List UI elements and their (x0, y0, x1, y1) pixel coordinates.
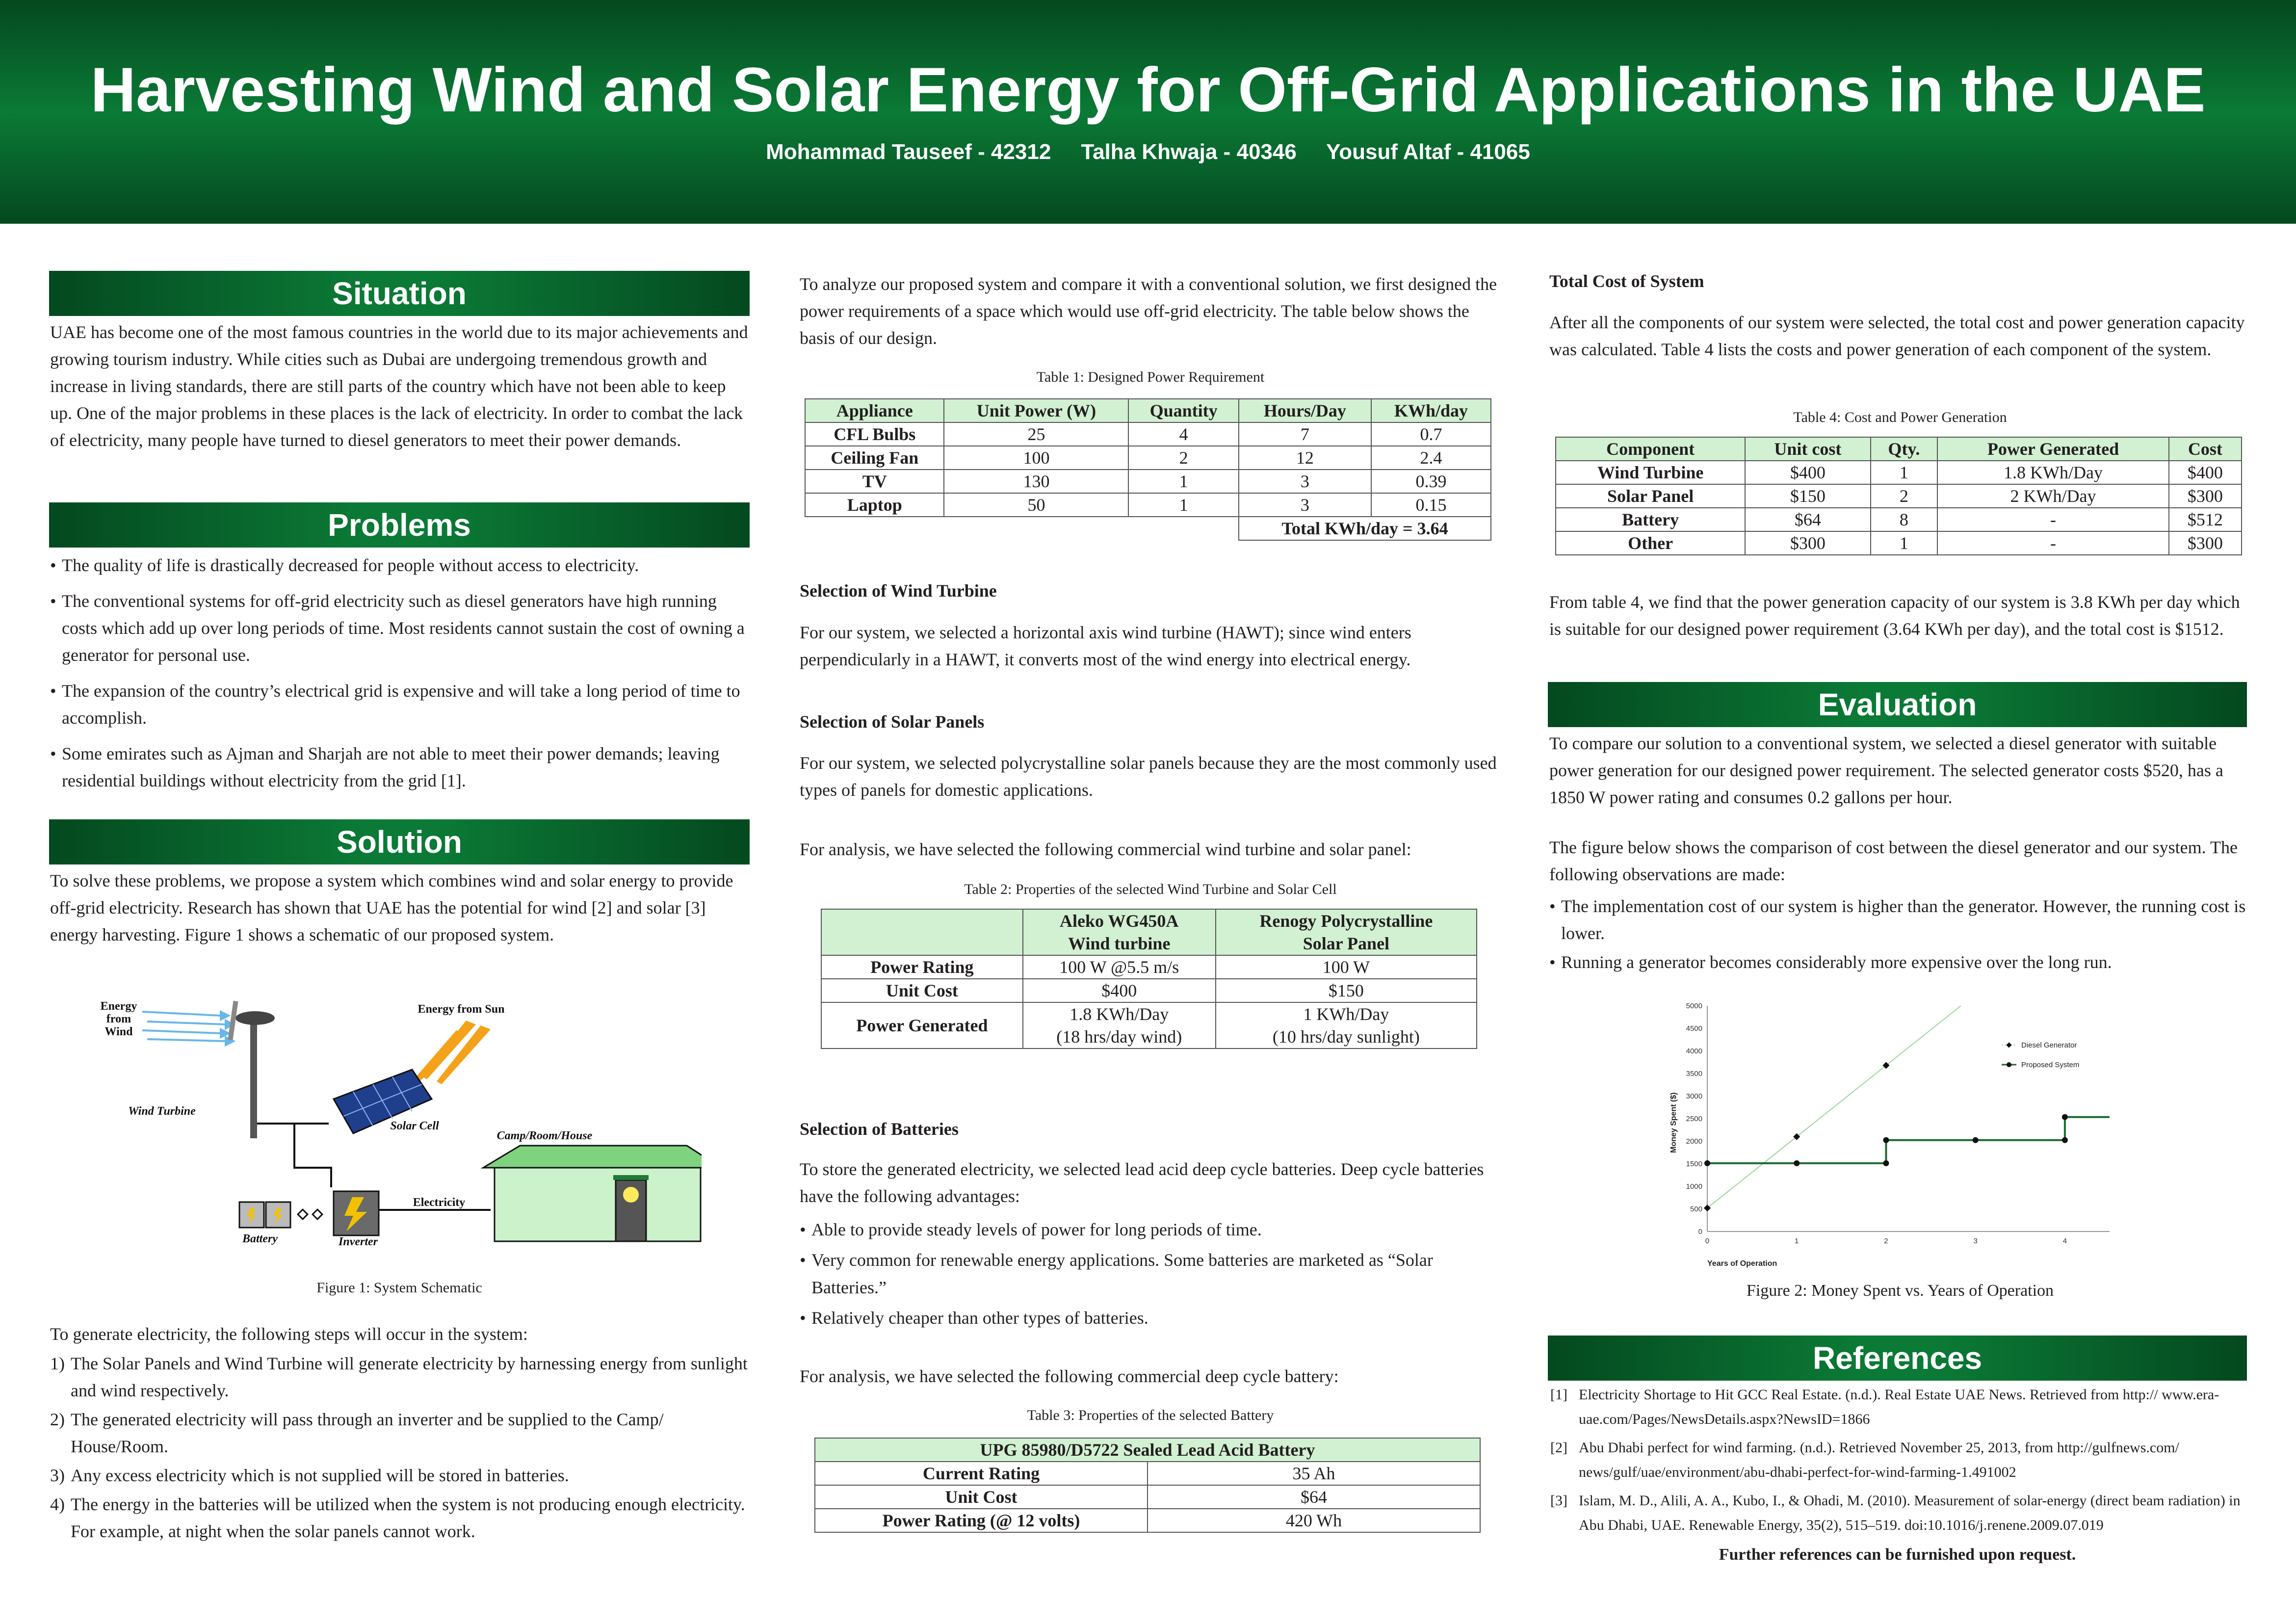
chart-axes (1686, 1002, 2110, 1245)
wind-arrows-icon (142, 1012, 234, 1045)
table-row: Power Rating 100 W @5.5 m/s 100 W (821, 955, 1477, 979)
table2-properties (821, 909, 1477, 1049)
table2-header: Renogy Polycrystalline Solar Panel (1216, 909, 1477, 955)
references-heading: References (1548, 1336, 2247, 1381)
table-row: Wind Turbine $400 1 1.8 KWh/Day $400 (1556, 461, 2242, 484)
problems-item: • The expansion of the country’s electrical grid is expensive and will take a long period of time to accomplish. (50, 678, 752, 732)
wind-heading: Selection of Wind Turbine (800, 581, 997, 601)
proposed-point (2062, 1137, 2068, 1143)
evaluation-text2: The figure below shows the comparison of cost between the diesel generator and our system. The following observations are made: (1549, 838, 2238, 884)
total-cost-text: After all the components of our system were selected, the total cost and power generation capacity was calculated. Table 4 lists the costs and power generation of each component of the system. (1549, 313, 2245, 359)
table1-header: KWh/day (1371, 399, 1491, 422)
y-tick-label: 2000 (1686, 1137, 1702, 1146)
poster-title: Harvesting Wind and Solar Energy for Off-Grid Applications in the UAE (90, 55, 2206, 125)
schematic-label-turbine: Wind Turbine (128, 1105, 196, 1118)
table1-caption: Table 1: Designed Power Requirement (1036, 369, 1265, 385)
solar-text: For our system, we selected polycrystalline solar panels because they are the most commonly used types of panels for domestic applications. (800, 753, 1497, 800)
x-tick-label: 4 (2062, 1237, 2067, 1245)
table-row: Power Rating (@ 12 volts) 420 Wh (815, 1509, 1480, 1532)
table4-header: Unit cost (1745, 437, 1870, 461)
chart-ylabel: Money Spent ($) (1670, 1092, 1678, 1153)
references-list (1550, 1383, 2247, 1542)
schematic-label-inverter: Inverter (339, 1235, 378, 1248)
table3-caption: Table 3: Properties of the selected Battery (1027, 1407, 1274, 1423)
figure2-caption: Figure 2: Money Spent vs. Years of Operation (1746, 1282, 2054, 1300)
problems-heading: Problems (49, 502, 750, 548)
table3-header: UPG 85980/D5722 Sealed Lead Acid Battery (815, 1438, 1480, 1462)
table4-header: Cost (2169, 437, 2242, 461)
step-item: 3) Any excess electricity which is not supplied will be stored in batteries. (50, 1466, 569, 1485)
solution-text: To solve these problems, we propose a system which combines wind and solar energy to provide off-grid electricity. Research has shown that UAE has the potential for wind [2] and solar [3] energy harvesting. Figure 1 shows a schematic of our proposed system. (50, 871, 733, 944)
further-references: Further references can be furnished upon request. (1719, 1545, 2076, 1564)
problems-item: • The conventional systems for off-grid electricity such as diesel generators have high running costs which add up over long periods of time. Most residents cannot sustain the cost of owning a generator for personal use. (50, 588, 752, 669)
y-tick-label: 500 (1690, 1205, 1702, 1213)
table-row: Power Generated 1.8 KWh/Day (18 hrs/day wind) 1 KWh/Day (10 hrs/day sunlight) (821, 1002, 1477, 1048)
evaluation-heading: Evaluation (1548, 682, 2247, 727)
legend-diesel: Diesel Generator (2021, 1041, 2077, 1049)
house-icon (483, 1146, 702, 1241)
table-row: Unit Cost $64 (815, 1485, 1480, 1509)
y-tick-label: 4000 (1686, 1047, 1702, 1055)
table2-caption: Table 2: Properties of the selected Wind Turbine and Solar Cell (964, 881, 1337, 897)
step-item: 2) The generated electricity will pass through an inverter and be supplied to the Camp/ House/Room. (50, 1410, 664, 1456)
evaluation-text1: To compare our solution to a conventional system, we selected a diesel generator with suitable power generation for our designed power requirement. The selected generator costs $520, has a 1850 W power rating and consumes 0.2 gallons per hour. (1549, 733, 2223, 807)
step-item: 1) The Solar Panels and Wind Turbine will generate electricity by harnessing energy from sunlight and wind respectively. (50, 1354, 748, 1400)
table-row: Ceiling Fan 100 2 12 2.4 (805, 446, 1491, 470)
reference-item: [2] Abu Dhabi perfect for wind farming. (n.d.). Retrieved November 25, 2013, from http://gulfnews.com/ news/gulf/uae/environment/abu-dhabi-perfect-for-wind-farming-1.491002 (1550, 1440, 2179, 1480)
x-tick-label: 2 (1884, 1237, 1888, 1245)
diesel-series-line (1707, 1006, 1961, 1208)
proposed-point (2062, 1114, 2068, 1120)
steps-intro: To generate electricity, the following steps will occur in the system: (50, 1324, 528, 1344)
table1-header: Quantity (1128, 399, 1239, 422)
chart-legend (2002, 1041, 2079, 1069)
poster-header (0, 0, 2296, 224)
battery-advantages (800, 1216, 1501, 1335)
battery-heading: Selection of Batteries (800, 1119, 959, 1139)
problems-item: • The quality of life is drastically decreased for people without access to electricity. (50, 552, 752, 579)
proposed-point (1883, 1137, 1889, 1143)
problems-list (50, 552, 752, 803)
table-row: CFL Bulbs 25 4 7 0.7 (805, 422, 1491, 446)
table-row: Solar Panel $150 2 2 KWh/Day $300 (1556, 484, 2242, 508)
list-item: • The implementation cost of our system is higher than the generator. However, the running cost is lower. (1549, 893, 2251, 947)
x-tick-label: 3 (1973, 1237, 1978, 1245)
schematic-label-wind: Wind (104, 1025, 133, 1038)
sun-rays-icon (412, 1021, 491, 1084)
schematic-label-wind: Energy (100, 1000, 137, 1013)
table4-cost (1555, 437, 2242, 555)
table1-header: Unit Power (W) (944, 399, 1128, 422)
legend-proposed: Proposed System (2021, 1061, 2080, 1069)
schematic-label-electricity: Electricity (413, 1196, 466, 1209)
proposed-point (1883, 1160, 1889, 1166)
step-item: 4) The energy in the batteries will be utilized when the system is not producing enough electricity. For example, at night when the solar panels cannot work. (50, 1494, 745, 1541)
chart-xlabel: Years of Operation (1707, 1259, 1777, 1268)
y-tick-label: 5000 (1686, 1002, 1702, 1010)
table2-header: Aleko WG450A Wind turbine (1023, 909, 1216, 955)
list-item: • Able to provide steady levels of power for long periods of time. (800, 1216, 1501, 1243)
list-item: • Running a generator becomes considerably more expensive over the long run. (1549, 949, 2251, 976)
y-tick-label: 1000 (1686, 1182, 1702, 1191)
solar-heading: Selection of Solar Panels (800, 712, 985, 732)
problems-item: • Some emirates such as Ajman and Sharjah are not able to meet their power demands; leaving residential buildings without electricity from the grid [1]. (50, 740, 752, 794)
wind-turbine-icon (228, 1001, 275, 1138)
x-tick-label: 0 (1705, 1237, 1710, 1245)
list-item: • Very common for renewable energy applications. Some batteries are marketed as “Solar Batteries.” (800, 1246, 1501, 1301)
table4-text: From table 4, we find that the power generation capacity of our system is 3.8 KWh per day which is suitable for our designed power requirement (3.64 KWh per day), and the total cost is $1512. (1549, 592, 2240, 639)
table1-power-requirement (805, 398, 1491, 541)
middle-intro: To analyze our proposed system and compare it with a conventional solution, we first designed the power requirements of a space which would use off-grid electricity. The table below shows the basis of our design. (800, 274, 1497, 348)
wind-text: For our system, we selected a horizontal axis wind turbine (HAWT); since wind enters perpendicularly in a HAWT, it converts most of the wind energy into electrical energy. (800, 623, 1411, 669)
table4-header: Qty. (1871, 437, 1938, 461)
reference-item: [3] Islam, M. D., Alili, A. A., Kubo, I., & Ohadi, M. (2010). Measurement of solar-energy (direct beam radiation) in Abu Dhabi, UAE. Renewable Energy, 35(2), 515–519. doi:10.1016/j.renene.2009.07.019 (1550, 1493, 2241, 1533)
proposed-point (1973, 1137, 1979, 1143)
table3-battery (814, 1438, 1481, 1533)
x-tick-label: 1 (1795, 1237, 1799, 1245)
proposed-point (1794, 1160, 1800, 1166)
schematic-label-house: Camp/Room/House (496, 1129, 593, 1142)
battery-analysis: For analysis, we have selected the following commercial deep cycle battery: (800, 1366, 1339, 1386)
table1-header: Hours/Day (1239, 399, 1371, 422)
total-cost-heading: Total Cost of System (1549, 271, 1704, 291)
battery-text: To store the generated electricity, we selected lead acid deep cycle batteries. Deep cycle batteries have the following advantages: (800, 1159, 1484, 1206)
y-tick-label: 3500 (1686, 1070, 1702, 1078)
table1-total: Total KWh/day = 3.64 (1239, 517, 1491, 540)
table4-header: Component (1556, 437, 1745, 461)
poster-authors: Mohammad Tauseef - 42312 Talha Khwaja - 40346 Yousuf Altaf - 41065 (766, 140, 1530, 164)
analysis-text: For analysis, we have selected the following commercial wind turbine and solar panel: (800, 839, 1411, 859)
table-row: Current Rating 35 Ah (815, 1462, 1480, 1485)
inverter-icon (334, 1191, 379, 1235)
money-spent-chart (1658, 996, 2129, 1271)
y-tick-label: 0 (1698, 1228, 1702, 1236)
situation-text: UAE has become one of the most famous countries in the world due to its major achievements and growing tourism industry. While cities such as Dubai are undergoing tremendous growth and increase in living standards, there are still parts of the country which have not been able to keep up. One of the major problems in these places is the lack of electricity. In order to combat the lack of electricity, many people have turned to diesel generators to meet their power demands. (50, 322, 748, 450)
steps-list (50, 1350, 752, 1547)
table-row: Laptop 50 1 3 0.15 (805, 493, 1491, 517)
system-schematic (83, 986, 702, 1261)
list-item: • Relatively cheaper than other types of batteries. (800, 1304, 1501, 1332)
table-row: Battery $64 8 - $512 (1556, 508, 2242, 531)
battery-icon (239, 1202, 290, 1228)
table4-header: Power Generated (1937, 437, 2168, 461)
situation-heading: Situation (49, 271, 750, 316)
table-row (805, 517, 1491, 540)
y-tick-label: 2500 (1686, 1115, 1702, 1123)
table-row: Unit Cost $400 $150 (821, 979, 1477, 1002)
y-tick-label: 3000 (1686, 1092, 1702, 1100)
y-tick-label: 4500 (1686, 1024, 1702, 1033)
schematic-label-sun: Energy from Sun (417, 1003, 505, 1016)
proposed-series-line (1707, 1117, 2110, 1163)
reference-item: [1] Electricity Shortage to Hit GCC Real Estate. (n.d.). Real Estate UAE News. Retrieved from http:// www.era-uae.com/Pages/NewsDetails.aspx?NewsID=1866 (1550, 1387, 2219, 1427)
schematic-label-wind: from (106, 1013, 131, 1025)
table-row: TV 130 1 3 0.39 (805, 470, 1491, 493)
solution-heading: Solution (49, 819, 750, 864)
figure1-caption: Figure 1: System Schematic (316, 1280, 482, 1296)
evaluation-observations (1549, 893, 2251, 978)
table1-header: Appliance (805, 399, 944, 422)
schematic-label-solar-cell: Solar Cell (390, 1120, 439, 1132)
proposed-point (1704, 1160, 1710, 1166)
chart-marks (1704, 1006, 2110, 1211)
y-tick-label: 1500 (1686, 1160, 1702, 1168)
table4-caption: Table 4: Cost and Power Generation (1793, 409, 2007, 425)
schematic-label-battery: Battery (242, 1232, 278, 1245)
table-row: Other $300 1 - $300 (1556, 531, 2242, 555)
